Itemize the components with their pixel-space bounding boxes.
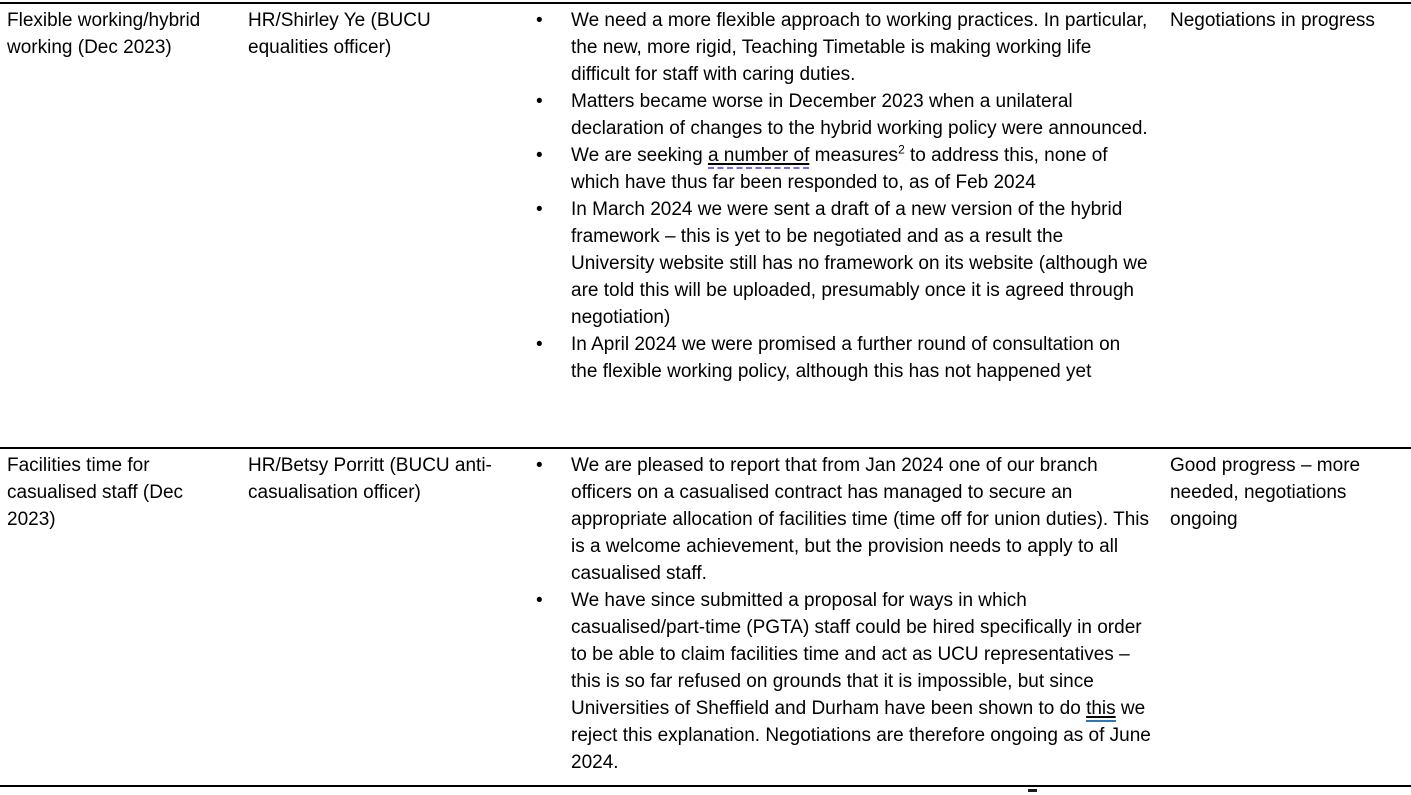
bullet-list: [521, 7, 1151, 385]
table-row-divider: [0, 447, 1411, 449]
bullet-icon: •: [536, 91, 543, 112]
table-row: [0, 452, 1411, 783]
issue-text: Facilities time for casualised staff (Dec 2023): [7, 455, 184, 530]
owner-cell: [241, 452, 514, 506]
bullet-item: [521, 452, 1151, 587]
bullet-item: [521, 196, 1151, 331]
bullet-text: Matters became worse in December 2023 when a unilateral declaration of changes to the hybrid working policy were announced.: [571, 91, 1148, 139]
bullet-text: We have since submitted a proposal for ways in which casualised/part-time (PGTA) staff could be hired specifically in order to be able to claim facilities time and act as UCU representatives – this is so far refused on grounds that it is impossible, but since Universities of Sheffield and Durham have been shown to do: [571, 590, 1142, 719]
bullet-text: we reject this explanation. Negotiations are therefore ongoing as of June 2024.: [571, 698, 1151, 773]
bullet-text: In April 2024 we were promised a further round of consultation on the flexible working policy, although this has not happened yet: [571, 334, 1121, 382]
status-text: Good progress – more needed, negotiations ongoing: [1170, 455, 1361, 530]
bullet-icon: •: [536, 590, 543, 611]
hyperlink-this[interactable]: this: [1086, 698, 1116, 722]
bullet-icon: •: [536, 10, 543, 31]
bullet-icon: •: [536, 145, 543, 166]
issue-text: Flexible working/hybrid working (Dec 2023): [7, 10, 201, 58]
owner-text: HR/Betsy Porritt (BUCU anti-casualisation officer): [248, 455, 492, 503]
status-cell: [1163, 452, 1411, 533]
status-text: Negotiations in progress: [1170, 10, 1375, 31]
bullet-icon: •: [536, 199, 543, 220]
bullet-item: [521, 587, 1151, 776]
bullet-text: We need a more flexible approach to working practices. In particular, the new, more rigid, Teaching Timetable is making working life difficult for staff with caring duties.: [571, 10, 1148, 85]
footnote-reference: 2: [898, 142, 905, 157]
issue-cell: [0, 452, 241, 533]
bullet-text: We are seeking: [571, 145, 708, 166]
bullet-text: We are pleased to report that from Jan 2024 one of our branch officers on a casualised contract has managed to secure an appropriate allocation of facilities time (time off for union duties). This is a welcome achievement, but the provision needs to apply to all casualised staff.: [571, 455, 1150, 584]
details-cell: [514, 452, 1163, 776]
issue-cell: [0, 7, 241, 61]
bullet-text: measures: [809, 145, 899, 166]
bullet-text: In March 2024 we were sent a draft of a new version of the hybrid framework – this is yet to be negotiated and as a result the University website still has no framework on its website (although we are told this will be uploaded, presumably once it is agreed through negotiation): [571, 199, 1148, 328]
table-border-top: [0, 2, 1411, 4]
details-cell: [514, 7, 1163, 385]
bullet-item: [521, 7, 1151, 88]
grammar-suggestion-text[interactable]: a number of: [708, 145, 809, 169]
bullet-item: [521, 88, 1151, 142]
bullet-icon: •: [536, 334, 543, 355]
owner-cell: [241, 7, 514, 61]
bullet-item: [521, 331, 1151, 385]
table-border-bottom: [0, 785, 1411, 787]
owner-text: HR/Shirley Ye (BUCU equalities officer): [248, 10, 431, 58]
bullet-list: [521, 452, 1151, 776]
bullet-text: to address this, none of which have thus far been responded to, as of Feb 2024: [571, 145, 1108, 193]
cutoff-character-fragment: [1028, 789, 1037, 792]
bullet-item: [521, 142, 1151, 196]
table-row: [0, 7, 1411, 445]
status-cell: [1163, 7, 1411, 34]
bullet-icon: •: [536, 455, 543, 476]
